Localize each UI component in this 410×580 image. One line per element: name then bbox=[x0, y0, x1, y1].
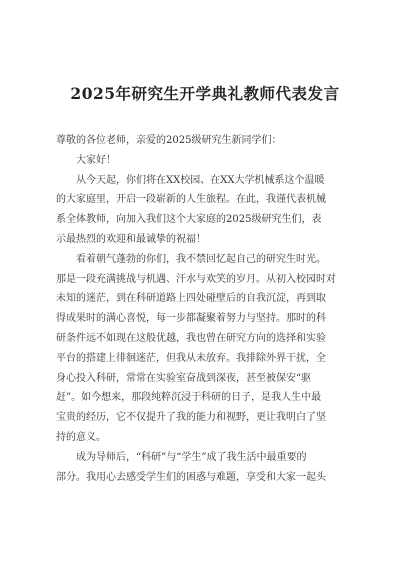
body-line: 那是一段充满挑战与机遇、汗水与欢笑的岁月。从初入校园时对 bbox=[56, 273, 336, 285]
body-line: 平台的搭建上徘徊迷茫，但我从未放弃。我排除外界干扰，全 bbox=[56, 352, 326, 364]
body-line-salutation: 尊敬的各位老师，亲爱的2025级研究生新同学们： bbox=[56, 135, 282, 146]
body-line: 身心投入科研，常常在实验室奋战到深夜，甚至被保安“驱 bbox=[56, 372, 312, 384]
body-line: 未知的迷茫，到在科研道路上四处碰壁后的自我沉淀，再到取 bbox=[56, 293, 326, 305]
body-line: 的大家庭里，开启一段崭新的人生旅程。在此，我谨代表机械 bbox=[56, 194, 326, 206]
body-line: 得成果时的满心喜悦，每一步都凝聚着努力与坚持。那时的科 bbox=[56, 313, 326, 325]
body-line: 研条件远不如现在这般优越，我也曾在研究方向的选择和实验 bbox=[56, 332, 326, 344]
body-line: 赶”。如今想来，那段纯粹沉浸于科研的日子，是我人生中最 bbox=[56, 392, 322, 404]
body-line: 从今天起，你们将在XX校园、在XX大学机械系这个温暖 bbox=[56, 174, 325, 186]
body-line: 持的意义。 bbox=[56, 431, 106, 443]
body-line: 示最热烈的欢迎和最诚挚的祝福！ bbox=[56, 233, 206, 245]
body-line: 成为导师后，“科研”与“学生”成了我生活中最重要的 bbox=[56, 451, 307, 463]
speech-body bbox=[56, 131, 358, 487]
body-line: 部分。我用心去感受学生们的困惑与难题，享受和大家一起头 bbox=[56, 471, 326, 483]
body-line: 系全体教师，向加入我们这个大家庭的2025级研究生们，表 bbox=[56, 214, 322, 226]
body-line: 宝贵的经历，它不仅提升了我的能力和视野，更让我明白了坚 bbox=[56, 412, 326, 424]
page-title: 2025年研究生开学典礼教师代表发言 bbox=[70, 84, 340, 103]
body-line: 看着朝气蓬勃的你们，我不禁回忆起自己的研究生时光。 bbox=[56, 253, 326, 265]
body-line-greeting: 大家好！ bbox=[56, 154, 116, 166]
